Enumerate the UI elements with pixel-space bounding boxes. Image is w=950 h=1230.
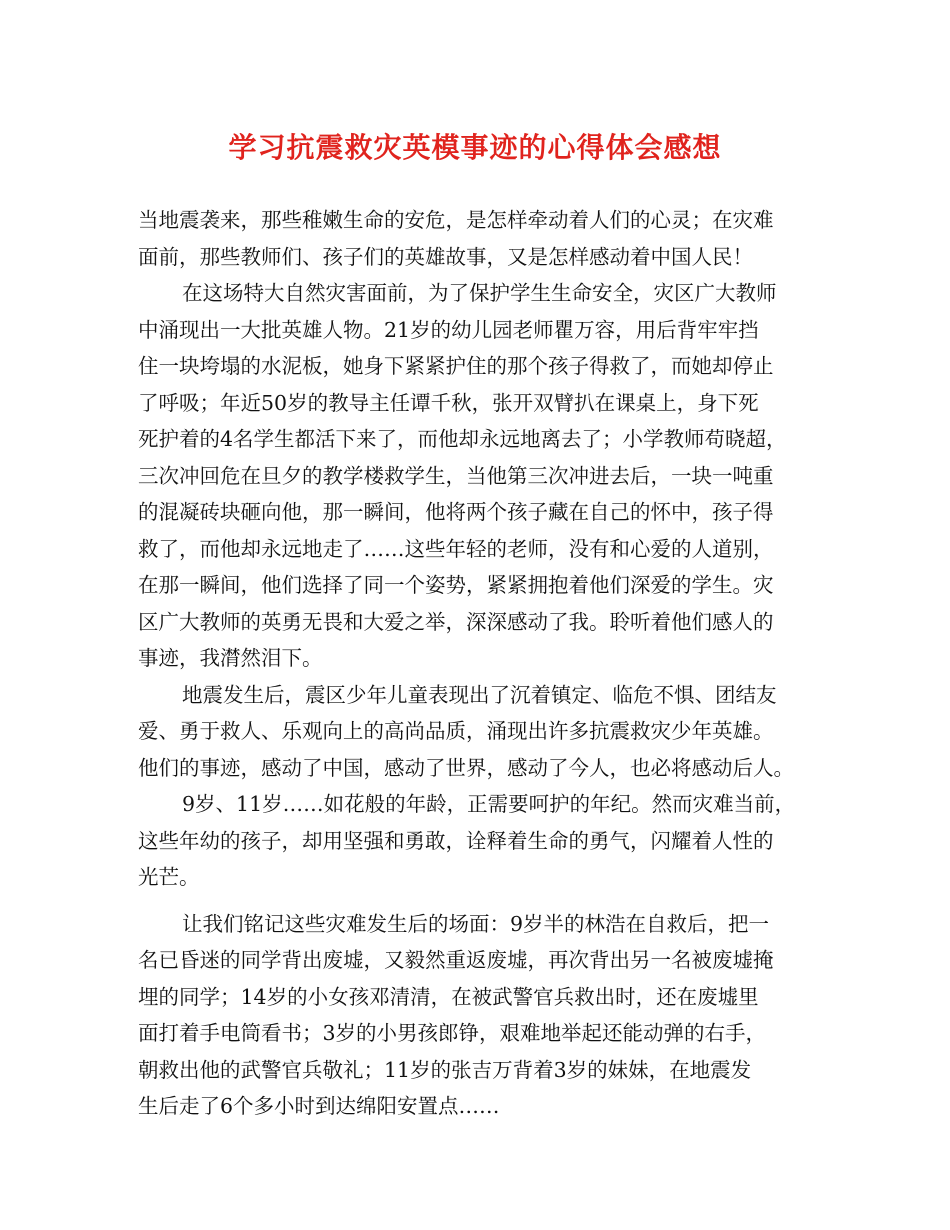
text-line: 埋的同学；14岁的小女孩邓清清，在被武警官兵救出时，还在废墟里 [138,984,759,1009]
text-line: 面打着手电筒看书；3岁的小男孩郎铮，艰难地举起还能动弹的右手， [138,1021,767,1045]
text-line: 这些年幼的孩子，却用坚强和勇敢，诠释着生命的勇气，闪耀着人性的 [138,828,774,853]
text-line: 住一块垮塌的水泥板，她身下紧紧护住的那个孩子得救了，而她却停止 [138,354,774,378]
text-line: 了呼吸；年近50岁的教导主任谭千秋，张开双臂扒在课桌上，身下死 [138,390,759,415]
paragraph [138,786,816,896]
text-line: 9岁、11岁……如花般的年龄，正需要呵护的年纪。然而灾难当前， [182,792,796,816]
text-line: 让我们铭记这些灾难发生后的场面：9岁半的林浩在自救后，把一 [182,911,770,936]
text-line: 中涌现出一大批英雄人物。21岁的幼儿园老师瞿万容，用后背牢牢挡 [138,317,759,342]
text-line: 他们的事迹，感动了中国，感动了世界，感动了今人，也必将感动后人。 [138,755,794,780]
text-line: 当地震袭来，那些稚嫩生命的安危，是怎样牵动着人们的心灵；在灾难 [138,208,774,232]
text-line: 面前，那些教师们、孩子们的英雄故事，又是怎样感动着中国人民！ [138,244,753,269]
text-line: 在这场特大自然灾害面前，为了保护学生生命安全，灾区广大教师 [182,281,777,305]
text-line: 爱、勇于救人、乐观向上的高尚品质，涌现出许多抗震救灾少年英雄。 [138,719,774,743]
text-line: 的混凝砖块砸向他，那一瞬间，他将两个孩子藏在自己的怀中，孩子得 [138,500,774,524]
paragraph [138,202,816,275]
text-line: 区广大教师的英勇无畏和大爱之举，深深感动了我。聆听着他们感人的 [138,609,774,634]
paragraph [138,906,816,1125]
text-line: 三次冲回危在旦夕的教学楼救学生，当他第三次冲进去后，一块一吨重 [138,463,774,488]
document-title: 学习抗震救灾英模事迹的心得体会感想 [228,131,722,164]
document-body [138,202,816,1125]
text-line: 死护着的4名学生都活下来了，而他却永远地离去了；小学教师苟晓超， [138,427,787,451]
paragraph [138,677,816,787]
text-line: 朝救出他的武警官兵敬礼；11岁的张吉万背着3岁的妹妹，在地震发 [138,1057,752,1082]
text-line: 在那一瞬间，他们选择了同一个姿势，紧紧拥抱着他们深爱的学生。灾 [138,573,774,597]
text-line: 光芒。 [138,865,200,889]
text-line: 救了，而他却永远地走了……这些年轻的老师，没有和心爱的人道别， [138,536,774,561]
text-line: 事迹，我潸然泪下。 [138,646,323,670]
text-line: 名已昏迷的同学背出废墟，又毅然重返废墟，再次背出另一名被废墟掩 [138,948,774,972]
text-line: 地震发生后，震区少年儿童表现出了沉着镇定、临危不惧、团结友 [182,682,777,707]
paragraph [138,275,816,677]
text-line: 生后走了6个多小时到达绵阳安置点…… [138,1094,500,1118]
